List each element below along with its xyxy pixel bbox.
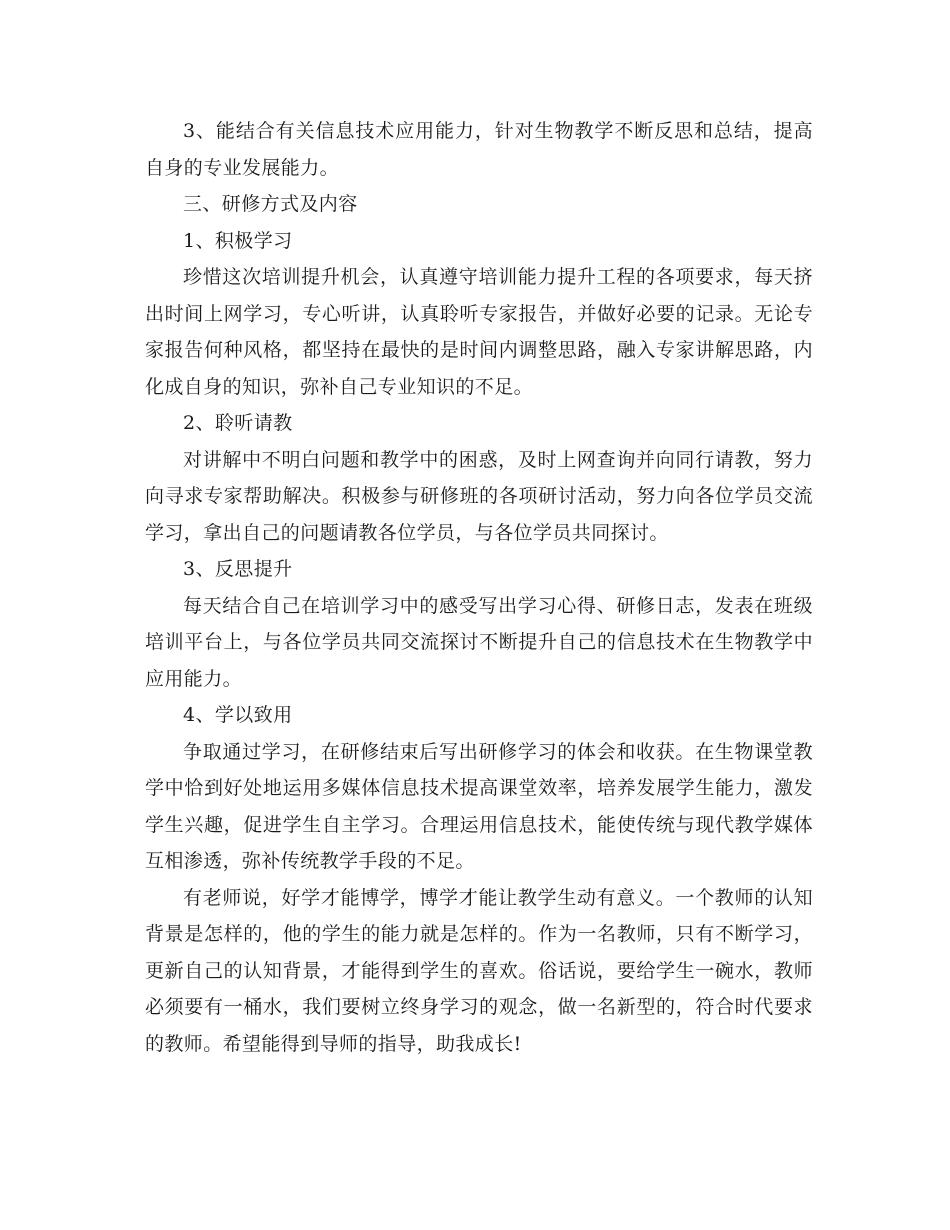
document-body [145, 113, 813, 1062]
paragraph-reflect-improve: 每天结合自己在培训学习中的感受写出学习心得、研修日志，发表在班级培训平台上，与各位学员共同交流探讨不断提升自己的信息技术在生物教学中应用能力。 [145, 594, 813, 690]
paragraph-conclusion: 有老师说，好学才能博学，博学才能让教学生动有意义。一个教师的认知背景是怎样的，他的学生的能力就是怎样的。作为一名教师，只有不断学习，更新自己的认知背景，才能得到学生的喜欢。俗话说，要给学生一碗水，教师必须要有一桶水，我们要树立终身学习的观念，做一名新型的，符合时代要求的教师。希望能得到导师的指导，助我成长! [145, 886, 813, 1055]
subheading-active-learning: 1、积极学习 [183, 229, 293, 252]
paragraph-goal-3: 3、能结合有关信息技术应用能力，针对生物教学不断反思和总结，提高自身的专业发展能力。 [145, 120, 813, 179]
paragraph-active-learning: 珍惜这次培训提升机会，认真遵守培训能力提升工程的各项要求，每天挤出时间上网学习，专心听讲，认真聆听专家报告，并做好必要的记录。无论专家报告何种风格，都坚持在最快的是时间内调整思路，融入专家讲解思路，内化成自身的知识，弥补自己专业知识的不足。 [145, 266, 813, 398]
section-heading-methods: 三、研修方式及内容 [183, 193, 358, 215]
subheading-reflect-improve: 3、反思提升 [183, 558, 293, 580]
subheading-listen-consult: 2、聆听请教 [183, 412, 293, 434]
subheading-apply-learning: 4、学以致用 [183, 704, 293, 726]
paragraph-listen-consult: 对讲解中不明白问题和教学中的困惑，及时上网查询并向同行请教，努力向寻求专家帮助解决。积极参与研修班的各项研讨活动，努力向各位学员交流学习，拿出自己的问题请教各位学员，与各位学员共同探讨。 [145, 448, 813, 544]
paragraph-apply-learning: 争取通过学习，在研修结束后写出研修学习的体会和收获。在生物课堂教学中恰到好处地运用多媒体信息技术提高课堂效率，培养发展学生能力，激发学生兴趣，促进学生自主学习。合理运用信息技术，能使传统与现代教学媒体互相渗透，弥补传统教学手段的不足。 [145, 740, 813, 872]
